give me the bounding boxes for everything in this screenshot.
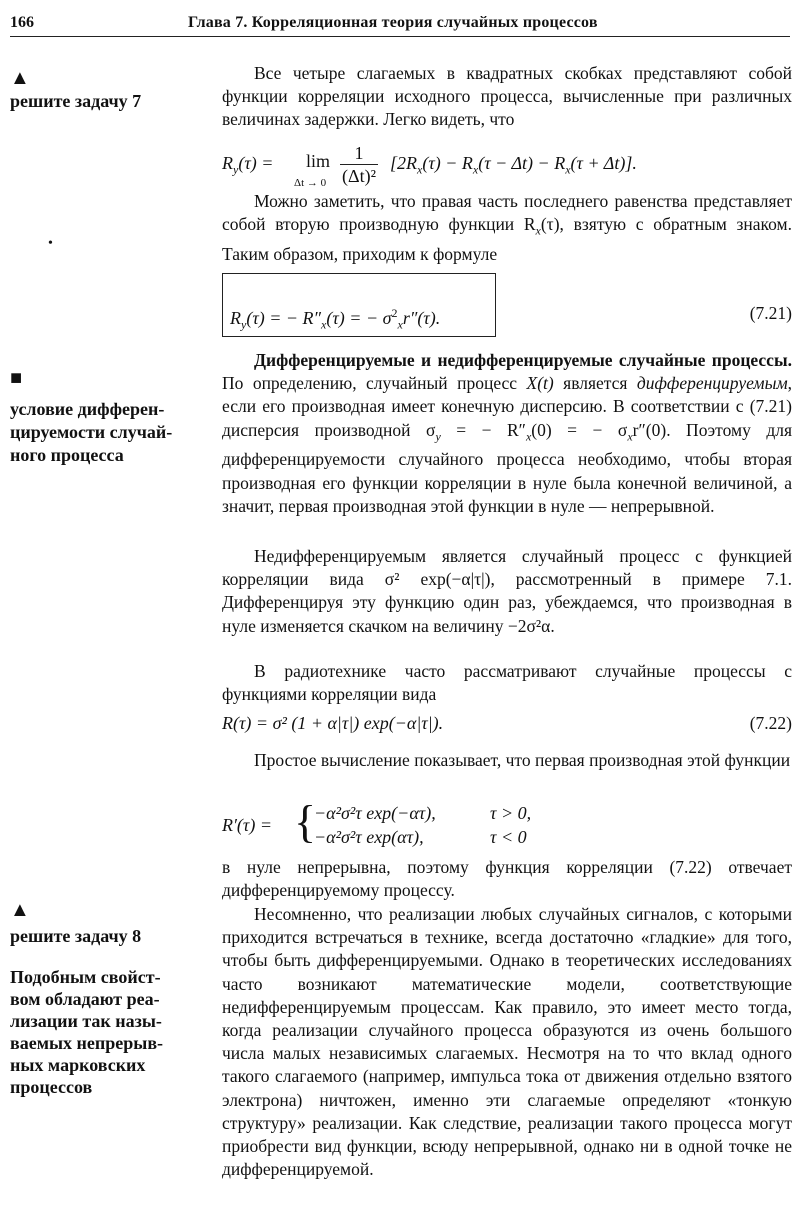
eq-symbol: R — [222, 153, 233, 173]
eq-lim: lim — [306, 151, 331, 171]
eq-subscript: y — [233, 162, 239, 177]
margin-note-line: ных марковских — [10, 1055, 146, 1075]
paragraph-text: в нуле непрерывна, поэтому функция корреляции (7.22) отвечает дифференцируемому процессу. — [222, 857, 792, 901]
eq-lim-sub: Δt → 0 — [294, 177, 327, 189]
paragraph-text: (τ), взятую с обратным знаком. Таким образом, приходим к формуле — [222, 214, 792, 264]
eq-subscript: x — [565, 162, 571, 177]
eq-part: (τ + Δt)]. — [570, 153, 637, 173]
eq-subscript: y — [435, 429, 441, 444]
margin-note-markov — [10, 966, 205, 1098]
page-number: 166 — [10, 14, 34, 31]
eq-part: (τ − Δt) − R — [478, 153, 566, 173]
eq-subscript: x — [472, 162, 479, 177]
running-title: Глава 7. Корреляционная теория случайных процессов — [188, 14, 598, 31]
paragraph-5 — [222, 660, 792, 706]
paragraph-7 — [222, 856, 792, 902]
margin-note-line: Подобным свойст- — [10, 967, 161, 987]
paragraph-text: (0) = − σ — [531, 419, 628, 440]
paragraph-4 — [222, 545, 792, 638]
triangle-icon: ▲ — [10, 67, 30, 89]
eq-subscript: x — [321, 317, 327, 332]
paragraph-text: Недифференцируемым является случайный процесс с функцией корреляции вида σ² exp(−α|τ|), рассмотренный в примере 7.1. Дифференцируя эту функцию один раз, убеждаемся, что производная в нуле изменяется скачком на величину −2σ²α. — [222, 546, 792, 636]
paragraph-text: r″(0). Поэтому для дифференцируемости случайного процесса необходимо, чтобы вторая производная его функции корреляции в нуле была конечной величиной, а значит, первая производная этой функции в нуле — непрерывной. — [222, 419, 793, 516]
margin-condition-line: цируемости случай- — [10, 422, 173, 442]
equation-number: (7.22) — [749, 713, 792, 733]
margin-note-line: лизации так назы- — [10, 1011, 162, 1031]
eq-part: (τ) = − σ — [326, 308, 392, 328]
paragraph-text: , если его производная имеет конечную дисперсию. В соответствии с (7.21) дисперсия производной σ — [222, 373, 792, 440]
eq-part: R(τ) = σ² (1 + α|τ|) exp(−α|τ|). — [222, 713, 444, 733]
margin-task-7: решите задачу 7 — [10, 91, 142, 111]
paragraph-text: По определению, случайный процесс — [222, 373, 527, 394]
margin-task-8: решите задачу 8 — [10, 926, 142, 946]
paragraph-text: является — [553, 373, 637, 394]
eq-part: τ < 0 — [490, 827, 527, 847]
paragraph-text: Все четыре слагаемых в квадратных скобках представляют собой функции корреляции исходного процесса, вычисленные при различных величинах задержки. Легко видеть, что — [222, 63, 792, 130]
triangle-icon: ▲ — [10, 899, 30, 921]
eq-subscript: x — [525, 429, 532, 444]
paragraph-text: В радиотехнике часто рассматривают случайные процессы с функциями корреляции вида — [222, 661, 792, 705]
equation-number: (7.21) — [749, 303, 792, 323]
paragraph-text: = − R″ — [440, 419, 526, 440]
paragraph-8 — [222, 903, 792, 1181]
eq-fraction — [340, 142, 378, 187]
eq-numerator: 1 — [340, 142, 378, 165]
paragraph-text: Простое вычисление показывает, что первая производная этой функции — [254, 750, 791, 770]
eq-part: [2R — [390, 153, 417, 173]
eq-part: R — [230, 308, 241, 328]
paragraph-1 — [222, 62, 792, 132]
margin-condition-line: ного процесса — [10, 445, 124, 465]
margin-note-line: процессов — [10, 1077, 93, 1097]
eq-subscript: x — [417, 162, 423, 177]
margin-condition-line: условие дифферен- — [10, 399, 165, 419]
paragraph-2 — [222, 190, 792, 266]
eq-part: −α²σ²τ exp(−ατ), — [314, 803, 436, 823]
brace-icon: { — [294, 796, 317, 847]
equation-piecewise — [222, 796, 792, 852]
margin-note-line: вом обладают реа- — [10, 989, 160, 1009]
equation-limit — [222, 142, 792, 189]
eq-subscript: x — [397, 317, 403, 332]
paragraph-3 — [222, 349, 792, 518]
emphasis-term: дифференцируемым — [636, 373, 788, 394]
stray-dot-icon: • — [48, 236, 53, 251]
paragraph-text: Можно заметить, что правая часть последнего равенства представляет собой вторую производную функции R — [222, 191, 792, 235]
eq-part: R′(τ) = — [222, 815, 273, 835]
eq-subscript: x — [535, 223, 541, 238]
eq-subscript: y — [241, 317, 247, 332]
paragraph-text: Несомненно, что реализации любых случайных сигналов, с которыми приходится встречаться в технике, всегда достаточно «гладкие» для того, чтобы быть дифференцируемыми. Однако в теоретических исследованиях часто возникают математические модели, соответствующие недифференцируемым процессам. Как правило, это имеет место тогда, когда реализации случайного процесса образуются из очень большого числа малых независимых слагаемых. Несмотря на то что вклад одного такого слагаемого (например, импульса тока от движения отдельно взятого электрона) ничтожен, именно эти слагаемые определяют «тонкую структуру» реализации. Как следствие, реализации такого процесса могут приобрести вид функции, всюду непрерывной, однако ни в одной точке не дифференцируемой. — [222, 904, 792, 1180]
eq-subscript: x — [627, 429, 633, 444]
eq-denominator: (Δt)² — [342, 166, 376, 186]
eq-part: r″(τ). — [402, 308, 441, 328]
equation-7-22 — [222, 712, 792, 734]
paragraph-6 — [222, 749, 792, 772]
eq-part: (τ) − R — [422, 153, 473, 173]
eq-part: τ > 0, — [490, 803, 532, 823]
margin-note-line: ваемых непрерыв- — [10, 1033, 164, 1053]
square-icon: ■ — [10, 367, 23, 389]
section-run-in-heading: Дифференцируемые и недифференцируемые случайные процессы. — [254, 350, 792, 370]
eq-part: −α²σ²τ exp(ατ), — [314, 827, 424, 847]
eq-symbol: (τ) = — [238, 153, 274, 173]
eq-part: (τ) = − R″ — [246, 308, 322, 328]
paragraph-math: X(t) — [526, 373, 554, 394]
running-header — [10, 8, 790, 37]
margin-condition — [10, 398, 205, 467]
